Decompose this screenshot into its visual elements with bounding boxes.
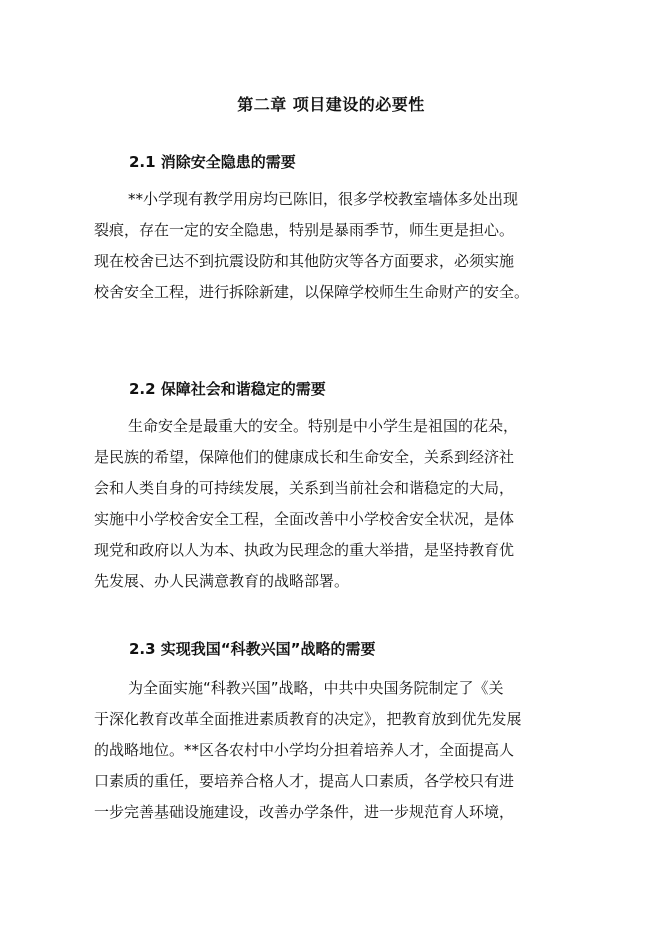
paragraph-line: 会和人类自身的可持续发展，关系到当前社会和谐稳定的大局，	[94, 479, 515, 497]
section-paragraph-2-3	[94, 673, 572, 828]
paragraph-line: 生命安全是最重大的安全。特别是中小学生是祖国的花朵，	[128, 417, 519, 435]
paragraph-line: 现党和政府以人为本、执政为民理念的重大举措，是坚持教育优	[94, 541, 515, 559]
paragraph-line: 的战略地位。**区各农村中小学均分担着培养人才，全面提高人	[94, 741, 515, 759]
paragraph-line: **小学现有教学用房均已陈旧，很多学校教室墙体多处出现	[128, 190, 519, 208]
paragraph-line: 现在校舍已达不到抗震设防和其他防灾等各方面要求，必须实施	[94, 252, 515, 270]
section-heading-2-1: 2.1 消除安全隐患的需要	[129, 153, 296, 171]
paragraph-line: 一步完善基础设施建设，改善办学条件，进一步规范育人环境，	[94, 803, 515, 821]
paragraph-line: 校舍安全工程，进行拆除新建，以保障学校师生生命财产的安全。	[94, 283, 530, 301]
paragraph-line: 口素质的重任，要培养合格人才，提高人口素质，各学校只有进	[94, 772, 515, 790]
section-paragraph-2-2	[94, 411, 572, 597]
chapter-title: 第二章 项目建设的必要性	[237, 95, 425, 114]
section-heading-2-3: 2.3 实现我国“科教兴国”战略的需要	[129, 640, 376, 658]
paragraph-line: 裂痕，存在一定的安全隐患，特别是暴雨季节，师生更是担心。	[94, 221, 515, 239]
paragraph-line: 先发展、办人民满意教育的战略部署。	[94, 572, 350, 590]
paragraph-line: 为全面实施“科教兴国”战略，中共中央国务院制定了《关	[128, 679, 504, 697]
section-heading-2-2: 2.2 保障社会和谐稳定的需要	[129, 380, 326, 398]
paragraph-line: 实施中小学校舍安全工程，全面改善中小学校舍安全状况，是体	[94, 510, 515, 528]
paragraph-line: 于深化教育改革全面推进素质教育的决定》，把教育放到优先发展	[94, 710, 522, 728]
paragraph-line: 是民族的希望，保障他们的健康成长和生命安全，关系到经济社	[94, 448, 515, 466]
section-paragraph-2-1	[94, 184, 572, 308]
